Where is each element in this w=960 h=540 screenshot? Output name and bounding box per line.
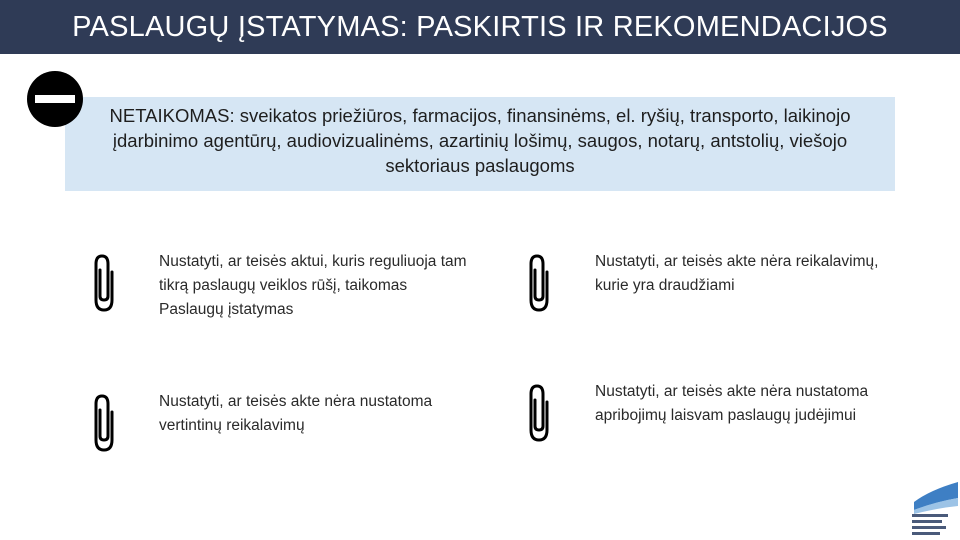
exclusion-note — [65, 97, 895, 191]
note-lead: NETAIKOMAS — [109, 105, 230, 126]
card-text: Nustatyti, ar teisės akte nėra nustatoma apribojimų laisvam paslaugų judėjimui — [595, 383, 869, 424]
paperclip-icon — [523, 380, 557, 446]
paperclip-icon — [88, 390, 122, 456]
note-body: : sveikatos priežiūros, farmacijos, finansinėms, el. ryšių, transporto, laikinojo įdarbinimo agentūrų, audiovizualinėms, azartinių lošimų, saugos, notarų, antstolių, viešojo sektoriaus paslaugoms — [112, 105, 851, 176]
recommendation-card-2 — [523, 250, 905, 316]
card-text: Nustatyti, ar teisės akte nėra nustatoma vertintinų reikalavimų — [159, 393, 433, 434]
card-text: Nustatyti, ar teisės aktui, kuris reguliuoja tam tikrą paslaugų veiklos rūšį, taikomas Paslaugų įstatymas — [159, 253, 467, 318]
paperclip-icon — [523, 250, 557, 316]
recommendation-card-3 — [88, 390, 469, 456]
card-text: Nustatyti, ar teisės akte nėra reikalavimų, kurie yra draudžiami — [595, 253, 879, 294]
page-title: PASLAUGŲ ĮSTATYMAS: PASKIRTIS IR REKOMENDACIJOS — [72, 10, 888, 43]
title-bar — [0, 0, 960, 54]
paperclip-icon — [88, 250, 122, 316]
recommendation-card-4 — [523, 380, 905, 446]
logo-wordmark — [912, 514, 958, 538]
recommendation-card-1 — [88, 250, 469, 322]
no-entry-icon — [26, 70, 84, 128]
